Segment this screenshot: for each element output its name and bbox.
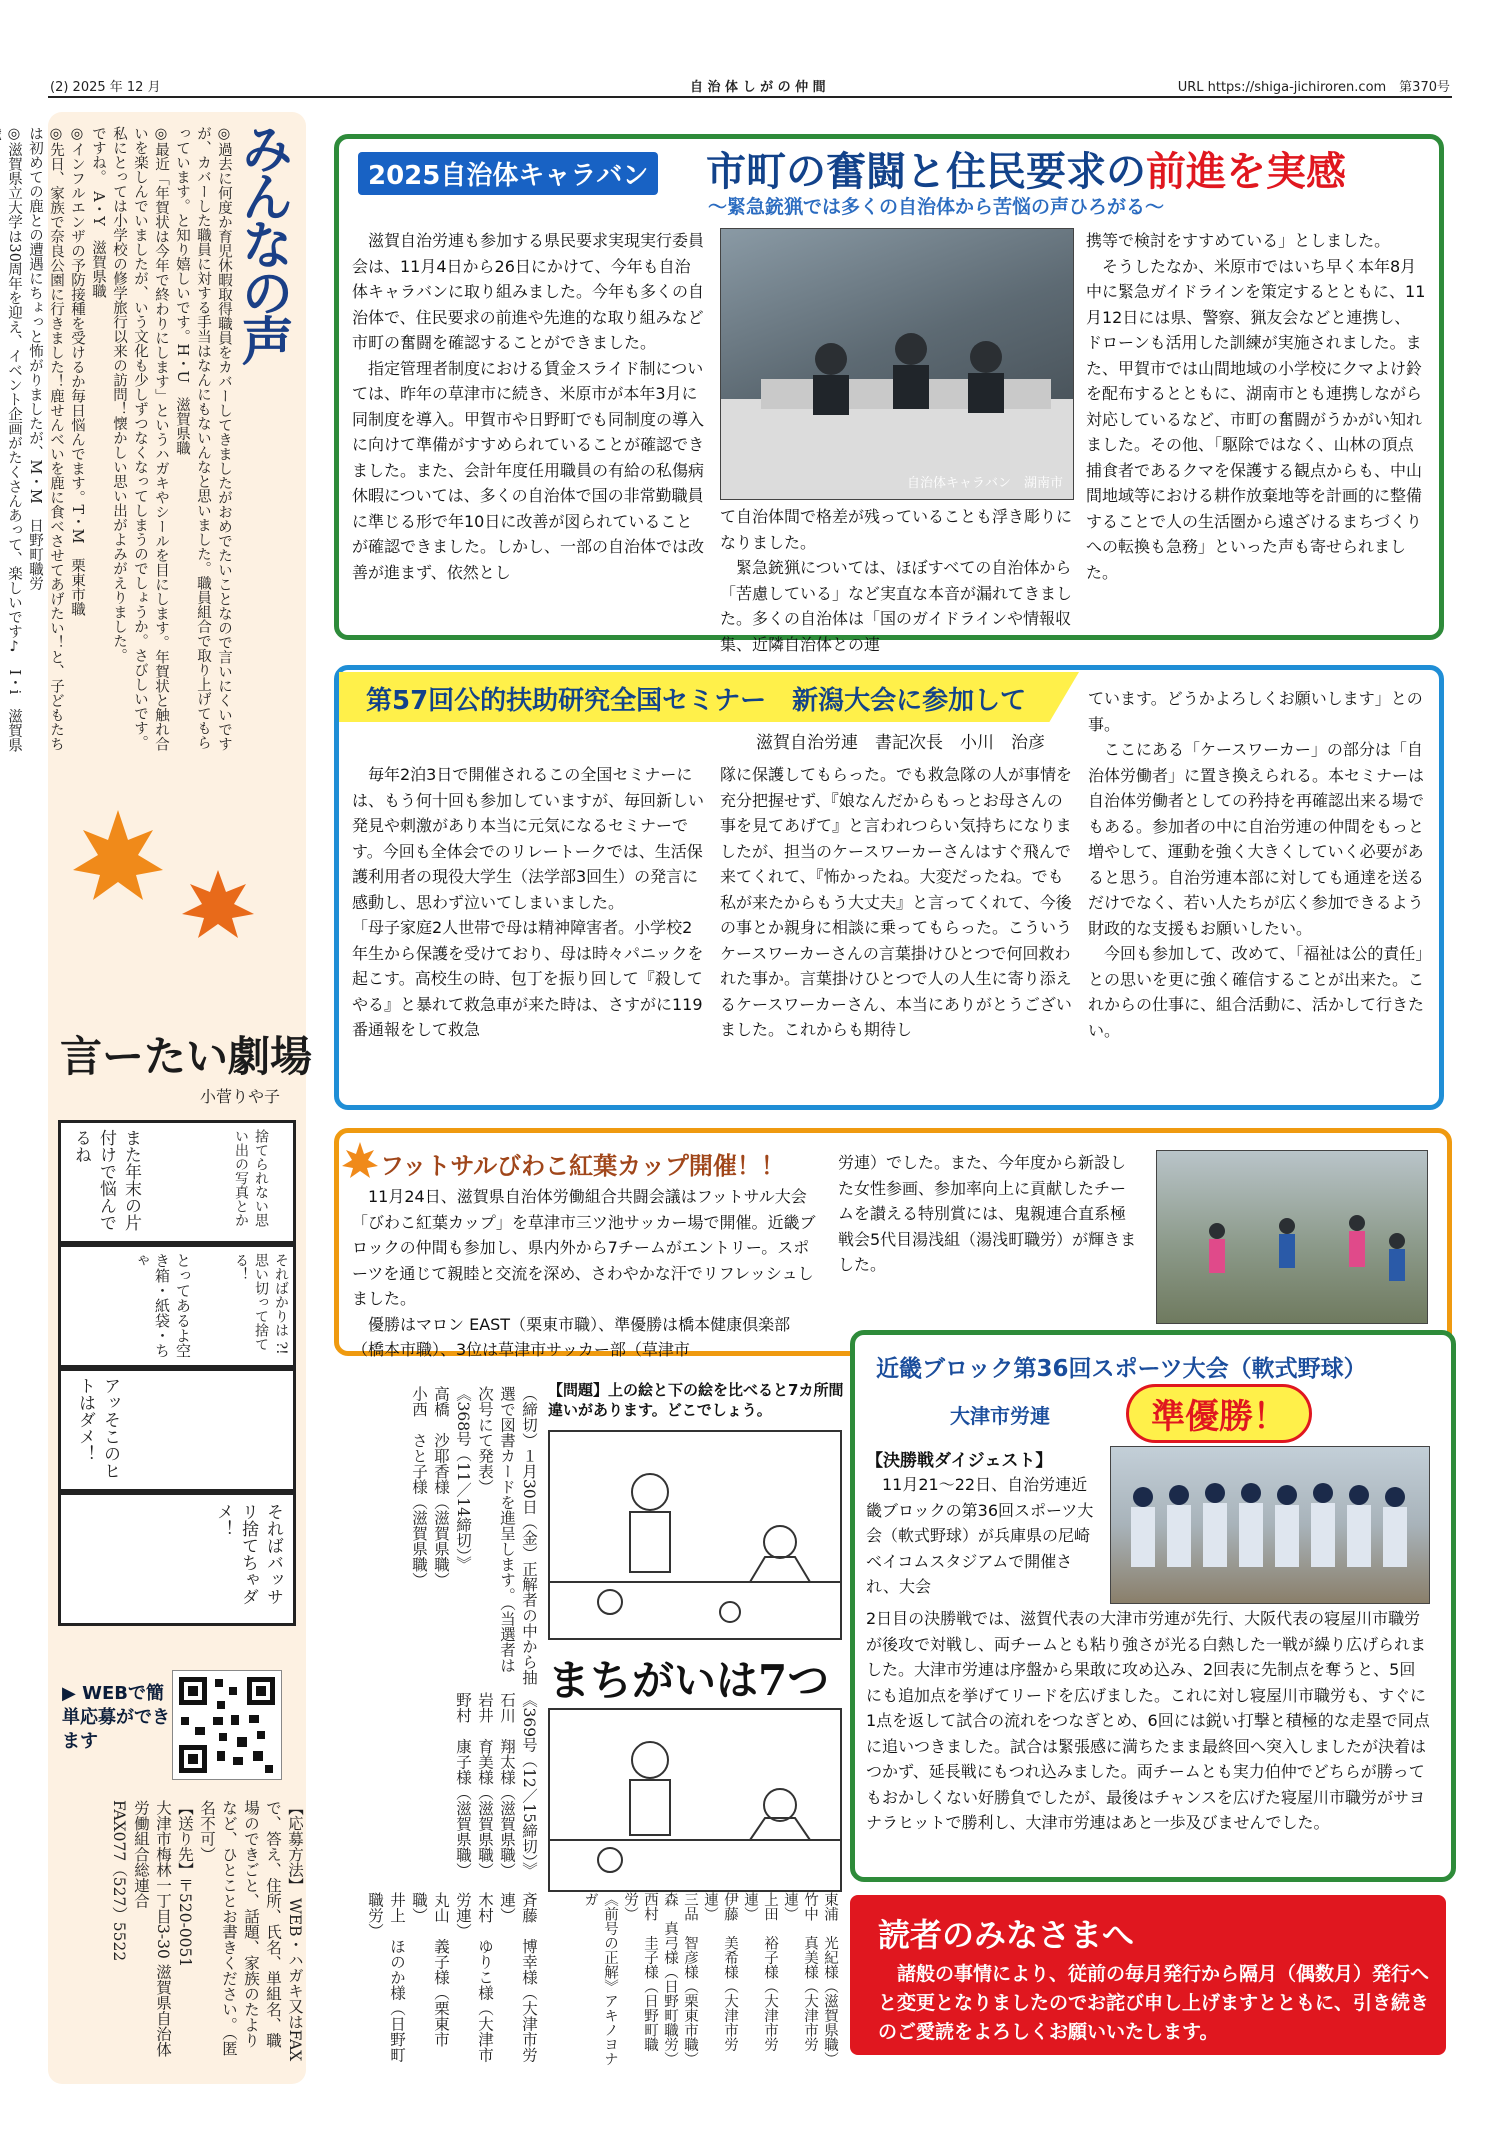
puzzle-picture-top <box>548 1430 842 1640</box>
paper-name: 自 治 体 し が の 仲 間 <box>690 80 826 95</box>
article-headline: 市町の奮闘と住民要求の前進を実感 <box>706 149 1346 195</box>
letter: ですね。 A・Y 滋賀県職 <box>90 126 106 299</box>
photo-caption: 自治体キャラバン 湖南市 <box>906 476 1063 491</box>
issue-date: (2) 2025 年 12 月 <box>50 80 161 95</box>
theater-author: 小菅りや子 <box>200 1087 281 1106</box>
web-entry-label: ▶ WEBで簡単応募ができます <box>62 1683 170 1752</box>
meeting-photo-icon <box>721 229 1073 499</box>
maple-leaf-icon <box>73 810 163 900</box>
puzzle-illustration-icon <box>550 1432 840 1638</box>
header-rule <box>48 96 1452 98</box>
article-column: 2日目の決勝戦では、滋賀代表の大津市労連が先行、大阪代表の寝屋川市職労が後攻で対戦し、両チームとも粘り強さが光る白熱した一戦が繰り広げられました。大津市労連は序盤から果敢に攻め込み、2回表に先制点を奪うと、5回にも追加点を挙げてリードを広げました。これに対し寝屋川市職労も、すぐに1点を返して試合の流れをつなぎとめ、6回には鋭い打撃と積極的な走塁で同点に追いつきました。試合は緊張感に満ちたまま最終回へ突入しましたが決着はつかず、延長戦にもつれ込みました。両チームとも実力伯仲でどちらが勝ってもおかしくない好勝負でしたが、最後はチャンスを広げた寝屋川市職労がサヨナラヒットで勝利し、大津市労連はあと一歩及びませんでした。 <box>866 1609 1430 1832</box>
article-column: ています。どうかよろしくお願いします」との事。 ここにある「ケースワーカー」の部分は「自治体労働者」に置き換えられる。本セミナーは自治体労働者としての矜持を再確認出来る場でもある。参加者の中に自治労連の仲間をもっと増やして、運動を強く大きくしていく必要があると思う。自治労連本部に対しても通達を送るだけでなく、若い人たちが広く参加できるよう財政的な支援もお願いしたい。 今回も参加して、改めて、「福祉は公的責任」との思いを更に強く確信することが出来た。これからの仕事に、組合活動に、活かして行きたい。 <box>1088 689 1425 1040</box>
manga-panel-2: とってあるよ空き箱・紙袋・ちゃ そればかりは ?! 思い切って捨てる！ <box>58 1244 296 1368</box>
voices-letters <box>6 126 234 756</box>
team-photo-icon <box>1111 1447 1429 1603</box>
article-tag: 2025自治体キャラバン <box>358 152 658 195</box>
digest-label: 【決勝戦ダイジェスト】 <box>866 1451 1053 1471</box>
baseball-headline: 近畿ブロック第36回スポーツ大会（軟式野球） <box>876 1356 1367 1382</box>
article-column: 隊に保護してもらった。でも救急隊の人が事情を充分把握せず、『娘なんだからもっとお母さんの事を見てあげて』と言われつらい気持ちになりましたが、担当のケースワーカーさんはすぐ飛んで来てくれて、『怖かったね。大変だったね。でも私が来たからもう大丈夫』と言ってくれて、今後の事とか親身に相談に乗ってもらった。こういうケースワーカーさんの言葉掛けひとつで何回救われた事か。言葉掛けひとつで人の人生に寄り添えるケースワーカーさん、本当にありがとうございました。これからも期待し <box>720 765 1073 1039</box>
puzzle-title: まちがいは7つ <box>548 1656 830 1705</box>
futsal-photo <box>1156 1150 1428 1324</box>
article-column: て自治体間で格差が残っていることも浮き彫りになりました。 緊急銃猟については、ほぼすべての自治体から「苦慮している」など実直な本音が漏れてきました。多くの自治体は「国のガイドラインや情報収集、近隣自治体との連 <box>720 507 1073 654</box>
article-column: 毎年2泊3日で開催されるこの全国セミナーには、もう何十回も参加していますが、毎回新しい発見や刺激があり本当に元気になるセミナーです。今回も全体会でのリレートークでは、生活保護利用者の現役大学生（法学部3回生）の発言に感動し、思わず泣いてしまいました。 「母子家庭2人世帯で母は精神障害者。小学校2年生から保護を受けており、母は時々パニックを起こす。高校生の時、包丁を振り回して『殺してやる』と暴れて救急車が来た時は、さすがに119番通報をして救急 <box>352 765 705 1039</box>
puzzle-winners-list-b: 東浦 光紀様（滋賀県職） 竹中 真美様（大津市労連） 上田 裕子様（大津市労連） 伊藤 美希様（大津市労連） 三品 智彦様（栗東市職） 森 真弓様（日野町職労） 西村 圭子様（日野町職労） 《前号の正解》アキノヨナガ <box>582 1892 838 2066</box>
soccer-photo-icon <box>1157 1151 1427 1323</box>
futsal-headline: フットサルびわこ紅葉カップ開催！！ <box>380 1152 785 1180</box>
maple-leaf-icons <box>58 800 298 970</box>
article-column: 携等で検討をすすめている」としました。 そうしたなか、米原市ではいち早く本年8月中に緊急ガイドラインを策定するとともに、11月12日には県、警察、猟友会などと連携し、ドローンも活用した訓練が実施されました。また、甲賀市では山間地域の小学校にクマよけ鈴を配布するとともに、湖南市とも連携しながら対応しているなど、市町の奮闘がうかがい知れました。その他、「駆除ではなく、山林の頂点捕食者であるクマを保護する観点からも、中山間地域等における耕作放棄地等を計画的に整備することで人の生活圏から遠ざけるまちづくりへの転換も急務」といった声も寄せられました。 <box>1086 231 1426 582</box>
notice-body: 諸般の事情により、従前の毎月発行から隔月（偶数月）発行へと変更となりましたのでお詫び申し上げますとともに、引き続きのご愛読をよろしくお願いいたします。 <box>878 1963 1430 2043</box>
theater-title: 言ーたい劇場 <box>60 1032 313 1081</box>
puzzle-picture-bottom <box>548 1708 842 1892</box>
notice-title: 読者のみなさまへ <box>878 1916 1135 1954</box>
qr-code-icon <box>173 1671 281 1779</box>
manga-panel-3: アッそこのヒトはダメ！ <box>58 1368 296 1492</box>
seminar-byline: 滋賀自治労連 書記次長 小川 治彦 <box>756 733 1045 753</box>
puzzle-question: 【問題】上の絵と下の絵を比べると7カ所間違いがあります。どこでしょう。 <box>548 1381 844 1419</box>
maple-leaf-icon <box>182 870 254 938</box>
manga-panel-1: また年末の片付けで悩んでるね 捨てられない思い出の写真とか <box>58 1120 296 1244</box>
issue-url: URL https://shiga-jichiroren.com 第370号 <box>1177 80 1450 95</box>
baseball-team: 大津市労連 <box>950 1404 1050 1428</box>
seminar-headline: 第57回公的扶助研究全国セミナー 新潟大会に参加して <box>366 686 1027 716</box>
article-subhead: ～緊急銃猟では多くの自治体から苦悩の声ひろがる～ <box>708 196 1165 218</box>
letter: ◎過去に何度か育児休暇取得職員をカバーしてきましたがおめでたいことなので言いにくいですが、カバーした職員に対する手当はなんにもないんなと思いました。職員組合で取り上げてもらっています。と知り嬉しいです。H・U 滋賀県職 <box>174 126 232 751</box>
letter: ◎先日、家族で奈良公園に行きました！鹿せんべいを鹿に食べさせてあげたい！と、子どもたちは初めての鹿との遭遇にちょっと怖がりましたが、M・M 日野町職労 <box>27 126 64 751</box>
caravan-photo <box>720 228 1074 500</box>
application-info: 【応募方法】 WEB・ハガキ又はFAXで、答え、住所、氏名、単組名、職場のできごと、話題、家族のたよりなど、ひとことお書きください。（匿名不可） 【送り先】〒520‐0051 大津市梅林一丁目3‐30 滋賀県自治体労働組合総連合 FAX077（527）5522 <box>110 1800 304 2062</box>
puzzle-winners-list-a: 斉藤 博幸様（大津市労連） 木村 ゆりこ様（大津市労連） 丸山 義子様（栗東市職） 井上 ほのか様（日野町職労） <box>366 1892 538 2063</box>
letter: ◎最近「年賀状は今年で終わりにします」というハガキやシールを目にします。年賀状と触れ合いを楽しんでいましたが、いう文化も少しずつなくなってしまうのでしょうか。さびしいです。私にとっては小学校の修学旅行以来の訪問！懐かしい思い出がよみがえりました。 <box>111 126 169 751</box>
qr-code[interactable] <box>172 1670 282 1780</box>
baseball-result: 準優勝！ <box>1126 1384 1312 1443</box>
article-column: 11月24日、滋賀県自治体労働組合共闘会議はフットサル大会「びわこ紅葉カップ」を草津市三ツ池サッカー場で開催。近畿ブロックの仲間も参加し、県内外から7チームがエントリー。スポーツを通じて親睦と交流を深め、さわやかな汗でリフレッシュしました。 優勝はマロン EAST（栗東市職）、準優勝は橋本健康倶楽部（橋本市職）、3位は草津市サッカー部（草津市 <box>352 1187 816 1359</box>
puzzle-illustration-icon <box>550 1710 840 1890</box>
puzzle-winners-369: 《369号（12／15締切）》 石川 翔太様（滋賀県職） 岩井 育美様（滋賀県職） 野村 康子様（滋賀県職） <box>454 1692 538 1878</box>
manga-panel-4: そればバッサリ捨てちゃダメ！ <box>58 1492 296 1626</box>
voices-title: みんなの声 <box>232 122 292 362</box>
baseball-photo <box>1110 1446 1430 1604</box>
puzzle-winners-left: （締切）１月30日（金）正解者の中から抽選で図書カードを進呈します。（当選者は次号にて発表） 《368号（11／14締切）》 高橋 沙耶香様（滋賀県職） 小西 さと子様（滋賀県職） <box>410 1386 538 1685</box>
letter: ◎滋賀県立大学は30周年を迎え、イベント企画がたくさんあって、楽しいです♪ I・i 滋賀県 <box>6 126 22 753</box>
article-column: 労連）でした。また、今年度から新設した女性参画、参加率向上に貢献したチームを讃える特別賞には、鬼親連合直系極戦会5代目湯浅組（湯浅町職労）が輝きました。 <box>838 1153 1137 1274</box>
article-column: 滋賀自治労連も参加する県民要求実現実行委員会は、11月4日から26日にかけて、今年も自治体キャラバンに取り組みました。今年も多くの自治体で、住民要求の前進や先進的な取り組みなど市町の奮闘を確認することができました。 指定管理者制度における賃金スライド制については、昨年の草津市に続き、米原市が本年3月に同制度を導入。甲賀市や日野町でも同制度の導入に向けて準備がすすめられていることが確認できました。また、会計年度任用職員の有給の私傷病休暇については、多くの自治体で国の非常勤職員に準じる形で年10日に改善が図られていることが確認できました。しかし、一部の自治体では改善が進まず、依然とし <box>352 231 705 582</box>
letter: ◎インフルエンザの予防接種を受けるか毎日悩んでます。T・M 栗東市職 <box>69 126 85 617</box>
article-column: 11月21～22日、自治労連近畿ブロックの第36回スポーツ大会（軟式野球）が兵庫県の尼崎ベイコムスタジアムで開催され、大会 <box>866 1475 1094 1596</box>
maple-leaf-icon <box>340 1140 380 1180</box>
